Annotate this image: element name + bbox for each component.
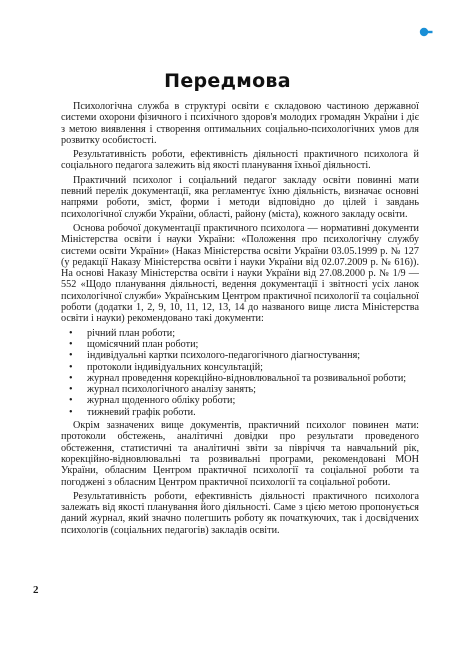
- list-item: • річний план роботи;: [61, 328, 419, 339]
- body-text: [61, 101, 419, 539]
- list-item: • журнал проведення корекційно-відновлювальної та розвивальної роботи;: [61, 373, 419, 384]
- list-item: • журнал щоденного обліку роботи;: [61, 395, 419, 406]
- page-title: Передмова: [164, 70, 291, 92]
- list-item: • індивідуальні картки психолого-педагогічного діагностування;: [61, 350, 419, 361]
- paragraph: Результативність роботи, ефективність діяльності практичного психолога й соціального педагога залежить від якості планування їхньої діяльності.: [61, 149, 419, 172]
- paragraph: Основа робочої документації практичного психолога — нормативні документи Міністерства освіти і науки України: «Положення про психологічну службу системи освіти України» (Наказ Міністерства освіти України 03.05.1999 р. № 127 (у редакції Наказу Міністерства освіти і науки України від 02.07.2009 р. № 616)). На основі Наказу Міністерства освіти і науки України від 27.08.2000 р. № 1/9 — 552 «Щодо планування діяльності, ведення документації і звітності усіх ланок психологічної служби» Українським Центром практичної психології та соціальної роботи (додатки 1, 2, 9, 10, 11, 12, 13, 14 до названого вище листа Міністерства освіти і науки) рекомендовано такі документи:: [61, 222, 419, 325]
- list-item: • протоколи індивідуальних консультацій;: [61, 362, 419, 373]
- paragraph: Практичний психолог і соціальний педагог закладу освіти повинні мати певний перелік документації, яка регламентує їхню діяльність, визначає основні напрями роботи, зміст, форми і методи відповідно до цілей і завдань психологічної служби України, області, району (міста), кожного закладу освіти.: [61, 174, 419, 220]
- paragraph: Окрім зазначених вище документів, практичний психолог повинен мати: протоколи обстежень, аналітичні довідки про результати проведеного обстеження, статистичні та аналітичні звіти за півріччя та навчальний рік, корекційно-відновлювальні та розвивальні програми, рекомендовані МОН України, обласним Центром практичної психології та соціальної роботи та погоджені з обласним Центром практичної психології та соціальної роботи.: [61, 420, 419, 488]
- publisher-logo-icon: [419, 27, 433, 37]
- paragraph: Психологічна служба в структурі освіти є складовою частиною державної системи охорони фізичного і психічного здоров'я молодих громадян України і діє з метою виявлення і створення оптимальних соціально-психологічних умов для розвитку особистості.: [61, 101, 419, 146]
- documents-list: [61, 328, 419, 418]
- list-item: • щомісячний план роботи;: [61, 339, 419, 350]
- paragraph: Результативність роботи, ефективність діяльності практичного психолога залежать від якості планування його діяльності. Саме з цією метою пропонується даний журнал, який значно полегшить роботу як початкуючих, так і досвідчених психологів (соціальних педагогів) закладів освіти.: [61, 490, 419, 536]
- list-item: • тижневий графік роботи.: [61, 407, 419, 418]
- page-number: 2: [33, 584, 39, 596]
- list-item: • журнал психологічного аналізу занять;: [61, 384, 419, 395]
